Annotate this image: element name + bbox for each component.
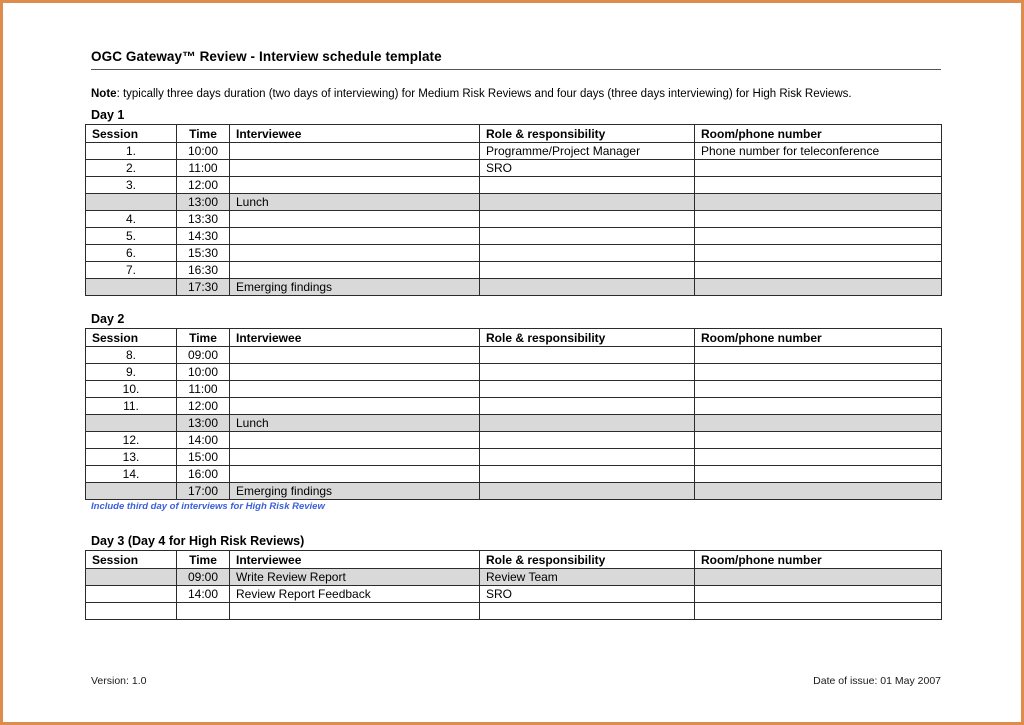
cell-room [695,364,942,381]
date-of-issue-label: Date of issue: 01 May 2007 [813,675,941,687]
table-row [86,262,942,279]
cell-interviewee [230,449,480,466]
cell-session: 11. [86,398,177,415]
day1-heading: Day 1 [91,108,125,122]
cell-time: 14:30 [177,228,230,245]
cell-interviewee [230,262,480,279]
cell-session: 3. [86,177,177,194]
table-row [86,279,942,296]
cell-room [695,381,942,398]
cell-role [480,347,695,364]
cell-time: 12:00 [177,177,230,194]
column-header-role: Role & responsibility [480,329,695,347]
cell-session [86,415,177,432]
cell-role [480,432,695,449]
table-row [86,211,942,228]
cell-session: 14. [86,466,177,483]
cell-interviewee: Emerging findings [230,483,480,500]
cell-interviewee [230,432,480,449]
cell-time: 10:00 [177,143,230,160]
table-header-row [86,329,942,347]
cell-interviewee: Write Review Report [230,569,480,586]
table-row [86,483,942,500]
table-header-row [86,551,942,569]
cell-interviewee: Emerging findings [230,279,480,296]
cell-role [480,466,695,483]
table-row [86,364,942,381]
cell-room [695,603,942,620]
cell-interviewee [230,364,480,381]
high-risk-footnote: Include third day of interviews for High Risk Review [91,501,325,512]
cell-role [480,398,695,415]
table-row [86,586,942,603]
version-label: Version: 1.0 [91,675,147,687]
cell-time: 12:00 [177,398,230,415]
table-row [86,415,942,432]
cell-role [480,245,695,262]
cell-time: 17:30 [177,279,230,296]
table-row [86,194,942,211]
table-row [86,603,942,620]
cell-interviewee [230,160,480,177]
cell-time: 15:30 [177,245,230,262]
column-header-room: Room/phone number [695,125,942,143]
cell-interviewee: Lunch [230,194,480,211]
cell-interviewee [230,347,480,364]
table-row [86,228,942,245]
cell-session: 6. [86,245,177,262]
cell-role: SRO [480,586,695,603]
column-header-time: Time [177,329,230,347]
cell-room [695,160,942,177]
cell-room [695,262,942,279]
cell-room [695,245,942,262]
cell-interviewee: Lunch [230,415,480,432]
column-header-interviewee: Interviewee [230,125,480,143]
column-header-session: Session [86,125,177,143]
cell-session [86,279,177,296]
cell-role [480,211,695,228]
cell-role [480,415,695,432]
cell-interviewee [230,466,480,483]
column-header-role: Role & responsibility [480,125,695,143]
cell-role [480,364,695,381]
cell-role [480,228,695,245]
cell-time: 10:00 [177,364,230,381]
table-row [86,449,942,466]
column-header-time: Time [177,551,230,569]
cell-time: 13:00 [177,194,230,211]
cell-role [480,279,695,296]
table-row [86,143,942,160]
cell-interviewee [230,177,480,194]
cell-session: 1. [86,143,177,160]
cell-session [86,569,177,586]
cell-room [695,449,942,466]
table-row [86,245,942,262]
cell-role: Programme/Project Manager [480,143,695,160]
column-header-time: Time [177,125,230,143]
column-header-room: Room/phone number [695,329,942,347]
cell-interviewee [230,228,480,245]
table-row [86,381,942,398]
cell-time: 13:30 [177,211,230,228]
cell-session [86,586,177,603]
cell-session: 12. [86,432,177,449]
cell-interviewee [230,398,480,415]
cell-role [480,381,695,398]
table-row [86,466,942,483]
cell-session: 5. [86,228,177,245]
cell-interviewee [230,245,480,262]
cell-interviewee: Review Report Feedback [230,586,480,603]
cell-room: Phone number for teleconference [695,143,942,160]
cell-session: 13. [86,449,177,466]
day3-heading: Day 3 (Day 4 for High Risk Reviews) [91,534,305,548]
column-header-interviewee: Interviewee [230,551,480,569]
cell-session: 8. [86,347,177,364]
column-header-session: Session [86,551,177,569]
cell-time: 15:00 [177,449,230,466]
table-row [86,347,942,364]
cell-role [480,262,695,279]
cell-room [695,228,942,245]
cell-room [695,211,942,228]
note-label: Note [91,88,117,100]
cell-time [177,603,230,620]
cell-room [695,432,942,449]
cell-time: 13:00 [177,415,230,432]
cell-room [695,415,942,432]
note-text: : typically three days duration (two days of interviewing) for Medium Risk Reviews and four days (three days interviewing) for High Risk Reviews. [116,88,852,100]
day2-heading: Day 2 [91,312,125,326]
day2-table [85,328,942,500]
cell-time: 17:00 [177,483,230,500]
cell-room [695,398,942,415]
cell-role [480,194,695,211]
cell-interviewee [230,603,480,620]
cell-time: 16:00 [177,466,230,483]
cell-interviewee [230,211,480,228]
table-row [86,177,942,194]
page-content [85,49,941,687]
cell-room [695,177,942,194]
cell-room [695,466,942,483]
cell-time: 14:00 [177,586,230,603]
cell-room [695,347,942,364]
cell-role: SRO [480,160,695,177]
note-line [91,88,941,100]
cell-role [480,603,695,620]
table-row [86,160,942,177]
cell-room [695,194,942,211]
cell-room [695,569,942,586]
cell-role [480,177,695,194]
cell-interviewee [230,143,480,160]
cell-time: 09:00 [177,347,230,364]
cell-time: 14:00 [177,432,230,449]
cell-session: 7. [86,262,177,279]
cell-role [480,483,695,500]
cell-role: Review Team [480,569,695,586]
document-page [3,3,1021,687]
cell-room [695,483,942,500]
column-header-interviewee: Interviewee [230,329,480,347]
cell-time: 16:30 [177,262,230,279]
cell-time: 11:00 [177,160,230,177]
cell-role [480,449,695,466]
column-header-session: Session [86,329,177,347]
cell-session [86,194,177,211]
page-footer [91,675,941,687]
cell-session: 9. [86,364,177,381]
cell-time: 11:00 [177,381,230,398]
cell-session [86,603,177,620]
cell-session: 4. [86,211,177,228]
page-title: OGC Gateway™ Review - Interview schedule template [91,49,941,70]
day3-table [85,550,942,620]
cell-time: 09:00 [177,569,230,586]
table-row [86,569,942,586]
cell-interviewee [230,381,480,398]
table-row [86,398,942,415]
cell-session: 2. [86,160,177,177]
cell-session: 10. [86,381,177,398]
day1-table [85,124,942,296]
cell-room [695,279,942,296]
column-header-room: Room/phone number [695,551,942,569]
cell-session [86,483,177,500]
table-header-row [86,125,942,143]
cell-room [695,586,942,603]
column-header-role: Role & responsibility [480,551,695,569]
table-row [86,432,942,449]
